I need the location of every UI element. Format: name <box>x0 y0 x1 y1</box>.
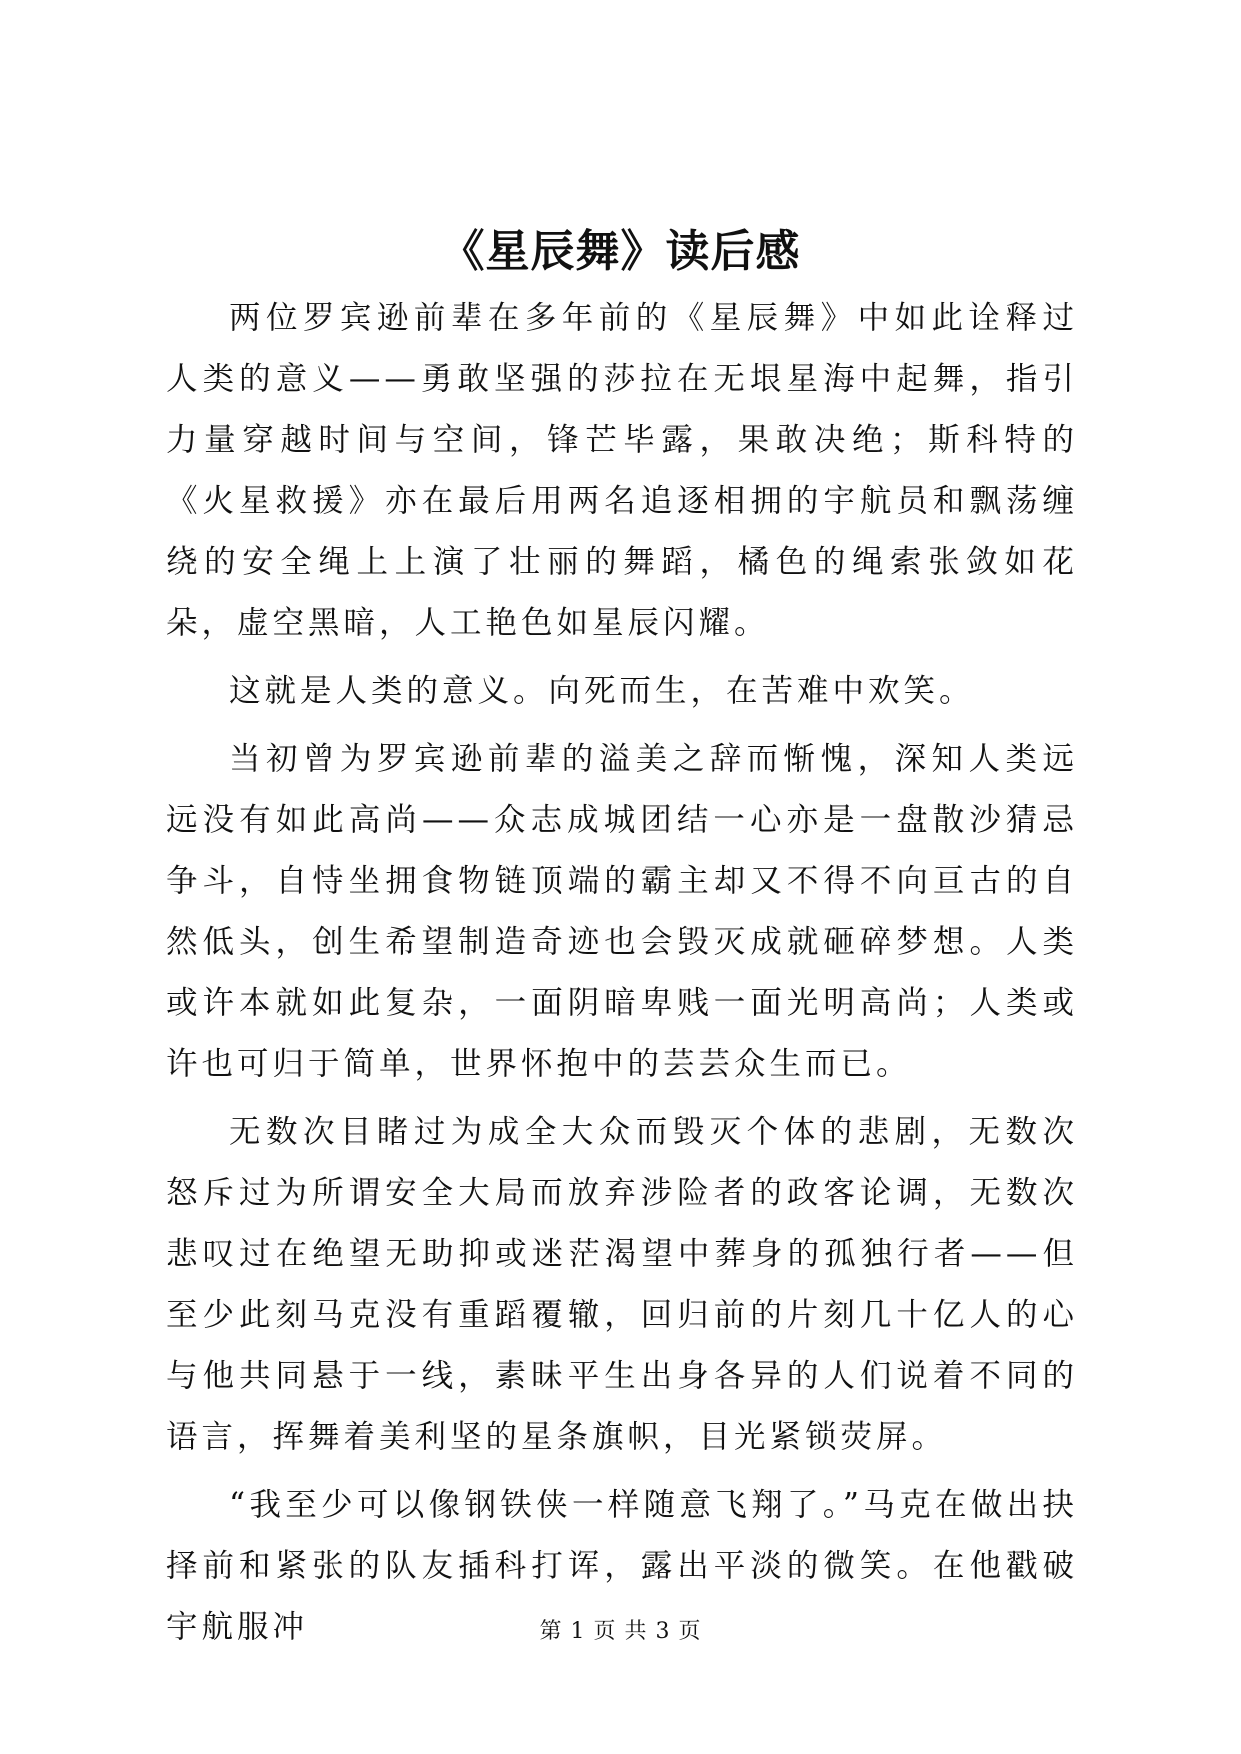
page-footer: 第 1 页 共 3 页 <box>539 1619 702 1644</box>
paragraph-2: 这就是人类的意义。向死而生，在苦难中欢笑。 <box>229 673 975 709</box>
paragraph-4: 无数次目睹过为成全大众而毁灭个体的悲剧，无数次怒斥过为所谓安全大局而放弃涉险者的政客论调，无数次悲叹过在绝望无助抑或迷茫渴望中葬身的孤独行者——但至少此刻马克没有重蹈覆辙，回归前的片刻几十亿人的心与他共同悬于一线，素昧平生出身各异的人们说着不同的语言，挥舞着美利坚的星条旗帜，目光紧锁荧屏。 <box>166 1114 1078 1455</box>
document-title: 《星辰舞》读后感 <box>440 226 801 277</box>
document-body <box>166 288 1078 1665</box>
paragraph-3: 当初曾为罗宾逊前辈的溢美之辞而惭愧，深知人类远远没有如此高尚——众志成城团结一心亦是一盘散沙猜忌争斗，自恃坐拥食物链顶端的霸主却又不得不向亘古的自然低头，创生希望制造奇迹也会毁灭成就砸碎梦想。人类或许本就如此复杂，一面阴暗卑贱一面光明高尚；人类或许也可归于简单，世界怀抱中的芸芸众生而已。 <box>166 741 1078 1082</box>
paragraph-1: 两位罗宾逊前辈在多年前的《星辰舞》中如此诠释过人类的意义——勇敢坚强的莎拉在无垠星海中起舞，指引力量穿越时间与空间，锋芒毕露，果敢决绝；斯科特的《火星救援》亦在最后用两名追逐相拥的宇航员和飘荡缠绕的安全绳上上演了壮丽的舞蹈，橘色的绳索张敛如花朵，虚空黑暗，人工艳色如星辰闪耀。 <box>166 300 1078 641</box>
paragraph-5: “我至少可以像钢铁侠一样随意飞翔了。”马克在做出抉择前和紧张的队友插科打诨，露出平淡的微笑。在他戳破宇航服冲 <box>166 1487 1078 1645</box>
